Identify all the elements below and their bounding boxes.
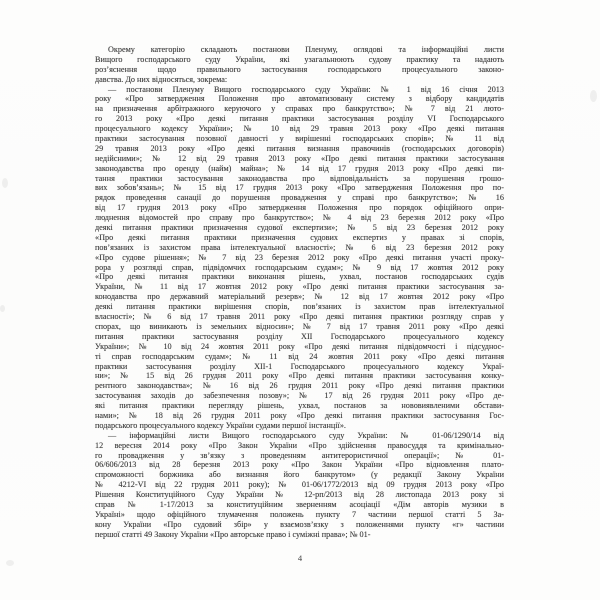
text-line: люднення відомостей про справу про банкрутство»; № 4 від 23 березня 2012 року «Про [95,213,504,223]
text-line: конодавства про державний матеріальний резерв»; № 12 від 17 жовтня 2012 року «Про [95,292,504,302]
text-line: давства. До них відносяться, зокрема: [95,74,228,84]
text-line: го 2013 року «Про деякі питання практики застосування розділу VI Господарського [95,114,504,124]
scan-smudge-icon [590,90,597,102]
text-line: 29 травня 2013 року «Про деякі питання визнання правочинів (господарських договорів) [95,143,504,153]
text-line: «Про деякі питання практики призначення судових експертиз у правах зі спорів, [95,232,504,242]
text-line: спорах, що виникають із земельних відносин»; № 7 від 17 травня 2011 року «Про деякі [95,321,504,331]
text-line: справ № 1-17/2013 за конституційним зверненням асоціації «Дім авторів музики в [95,499,504,509]
text-line: застосування заходів до забезпечення позову»; № 17 від 26 грудня 2011 року «Про де- [95,391,504,401]
text-line: — інформаційні листи Вищого господарського суду України: № 01-06/1290/14 від [108,430,504,440]
text-line: ті справ господарським судам»; № 11 від 24 жовтня 2011 року «Про деякі питання [95,351,504,361]
text-line: Україні» щодо офіційного тлумачення положень пункту 7 частини першої статті 5 За- [95,509,504,519]
text-line: Вищого господарського суду України, які узагальнюють судову практику та надають [95,54,504,64]
text-line: рентного законодавства»; № 16 від 26 грудня 2011 року «Про деякі питання практики [95,381,504,391]
page-number: 4 [297,553,303,563]
text-line: Рішення Конституційного Суду України № 12-рп/2013 від 28 листопада 2013 року зі [95,490,504,500]
text-line: законодавства про оренду (найм) майна»; № 14 від 17 грудня 2013 року «Про деякі пи- [95,163,504,173]
text-line: Окрему категорію складають постанови Пленуму, оглядові та інформаційні листи [108,45,504,54]
scan-smudge-icon [2,178,8,188]
text-line: тання практики застосування законодавства про відповідальність за порушення грошо- [95,173,504,183]
text-line: «Про деякі питання практики виконання рішень, ухвал, постанов господарських судів [95,272,504,282]
text-line: нами»; № 18 від 26 грудня 2011 року «Про деякі питання практики застосування Гос- [95,410,504,420]
text-line: практики застосування розділу XII-1 Господарського процесуального кодексу Украї- [95,361,504,371]
text-line: першої статті 49 Закону України «Про авторське право і суміжні права»; № 01- [95,529,371,539]
text-line: пов’язаних із захистом права інтелектуальної власності»; № 6 від 23 березня 2012 року [95,242,504,252]
text-line: деякі питання практики вирішення спорів, пов’язаних із захистом прав інтелектуальної [95,302,504,312]
text-line: процесуального кодексу України»; № 10 від 29 травня 2013 року «Про деякі питання [95,124,504,134]
paragraph [95,85,504,431]
text-line: подарського процесуального кодексу України судами першої інстанції». [95,420,346,430]
text-line: рядок проведення санації до порушення провадження у справі про банкрутство»; № 16 [95,193,504,203]
text-line: недійсними»; № 12 від 29 травня 2013 року «Про деякі питання практики застосування [95,153,504,163]
text-line: роз’яснення щодо правильного застосування господарського процесуального законо- [95,64,504,74]
text-line: практики застосування позовної давності у вирішенні господарських спорів»; № 11 від [95,134,504,144]
text-line: які питання практики перегляду рішень, ухвал, постанов за нововиявленими обстави- [95,401,504,411]
text-line: від 17 грудня 2013 року «Про затвердження Положення про порядок офіційного опри- [95,203,504,213]
text-line: рора у розгляді справ, підвідомчих господарським судам»; № 9 від 17 жовтня 2012 року [95,262,504,272]
paragraph [95,431,504,540]
scan-smudge-icon [0,305,5,312]
text-line: 06/606/2013 від 28 березня 2013 року «Про Закон України «Про відновлення плато- [95,460,504,470]
text-line: 12 вересня 2014 року «Про Закон України «Про здійснення правосуддя та кримінально- [95,440,504,450]
text-line: власності»; № 6 від 17 травня 2011 року «Про деякі питання практики розгляду справ у [95,312,504,322]
text-line: питання практики застосування розділу XII Господарського процесуального кодексу [95,331,504,341]
paragraph [95,45,504,85]
text-line: року «Про затвердження Положення про автоматизовану систему з відбору кандидатів [95,94,504,104]
text-line: спроможності боржника або визнання його банкрутом» (у редакції Закону України [95,470,504,480]
text-line: України»; № 10 від 24 жовтня 2011 року «Про деякі питання підвідомчості і підсуднос- [95,341,504,351]
text-line: ни»; № 15 від 26 грудня 2011 року «Про деякі питання практики застосування конку- [95,371,504,381]
text-line: кону України «Про судовий збір» у взаємозв’язку з положеннями пункту «г» частини [95,519,504,529]
text-line: України, № 11 від 17 жовтня 2012 року «Про деякі питання практики застосування за- [95,282,504,292]
text-line: на призначення арбітражного керуючого у справах про банкрутство»; № 7 від 21 люто- [95,104,504,114]
text-line: го провадження у зв’язку з проведенням антитерористичної операції»; № 01- [95,450,504,460]
text-line: — постанови Пленуму Вищого господарського суду України: № 1 від 16 січня 2013 [108,84,504,94]
text-line: вих зобов’язань»; № 15 від 17 грудня 2013 року «Про затвердження Положення про по- [95,183,504,193]
text-line: № 4212-VI від 22 грудня 2011 року); № 01-06/1772/2013 від 09 грудня 2013 року «Про [95,480,504,490]
text-line: «Про судове рішення»; № 7 від 23 березня 2012 року «Про деякі питання участі проку- [95,252,504,262]
text-line: деякі питання практики призначення судової експертизи»; № 5 від 23 березня 2012 року [95,223,504,233]
body-text [95,45,504,540]
